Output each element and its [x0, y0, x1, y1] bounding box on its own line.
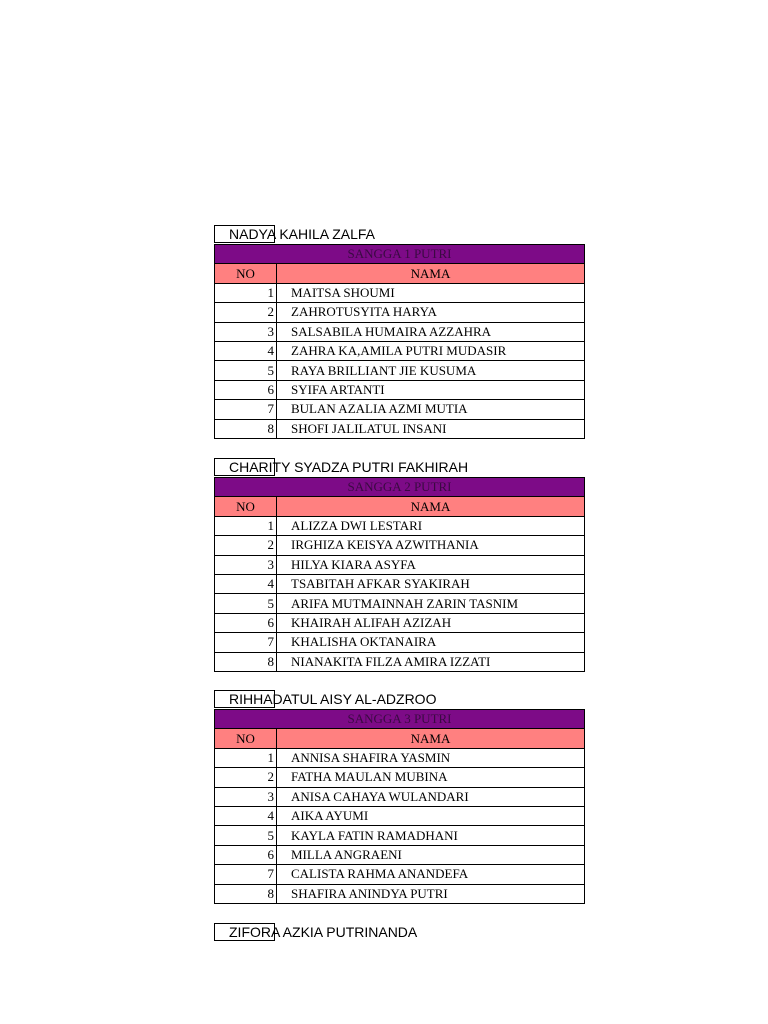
row-name[interactable]: SHAFIRA ANINDYA PUTRI [277, 884, 585, 903]
row-no[interactable]: 8 [215, 419, 277, 438]
row-no[interactable]: 8 [215, 884, 277, 903]
row-name[interactable]: ALIZZA DWI LESTARI [277, 516, 585, 535]
row-name[interactable]: BULAN AZALIA AZMI MUTIA [277, 400, 585, 419]
row-no[interactable]: 6 [215, 380, 277, 399]
row-name[interactable]: FATHA MAULAN MUBINA [277, 768, 585, 787]
table-title: SANGGA 3 PUTRI [215, 710, 585, 729]
table-row [215, 303, 585, 322]
row-name[interactable]: AIKA AYUMI [277, 806, 585, 825]
header-no: NO [215, 729, 277, 748]
row-no[interactable]: 2 [215, 536, 277, 555]
leader-row [214, 690, 584, 709]
table-row [215, 400, 585, 419]
leader-name: ZIFORA AZKIA PUTRINANDA [229, 924, 418, 940]
table-title: SANGGA 1 PUTRI [215, 245, 585, 264]
row-no[interactable]: 2 [215, 768, 277, 787]
row-name[interactable]: ANISA CAHAYA WULANDARI [277, 787, 585, 806]
row-no[interactable]: 7 [215, 633, 277, 652]
row-name[interactable]: RAYA BRILLIANT JIE KUSUMA [277, 361, 585, 380]
table-row [215, 594, 585, 613]
row-name[interactable]: MILLA ANGRAENI [277, 845, 585, 864]
table-row [215, 536, 585, 555]
member-table [214, 709, 585, 904]
row-no[interactable]: 4 [215, 806, 277, 825]
row-no[interactable]: 5 [215, 826, 277, 845]
row-no[interactable]: 6 [215, 845, 277, 864]
row-name[interactable]: ZAHRA KA,AMILA PUTRI MUDASIR [277, 341, 585, 360]
header-nama: NAMA [277, 497, 585, 516]
table-row [215, 633, 585, 652]
row-name[interactable]: ANNISA SHAFIRA YASMIN [277, 748, 585, 767]
header-nama: NAMA [277, 729, 585, 748]
table-row [215, 419, 585, 438]
table-row [215, 768, 585, 787]
row-name[interactable]: HILYA KIARA ASYFA [277, 555, 585, 574]
row-no[interactable]: 2 [215, 303, 277, 322]
row-no[interactable]: 4 [215, 341, 277, 360]
row-no[interactable]: 1 [215, 283, 277, 302]
table-row [215, 806, 585, 825]
table-row [215, 748, 585, 767]
row-name[interactable]: TSABITAH AFKAR SYAKIRAH [277, 574, 585, 593]
table-row [215, 361, 585, 380]
row-name[interactable]: ARIFA MUTMAINNAH ZARIN TASNIM [277, 594, 585, 613]
table-row [215, 865, 585, 884]
row-no[interactable]: 7 [215, 400, 277, 419]
group-sangga-2 [214, 458, 584, 672]
row-name[interactable]: KHALISHA OKTANAIRA [277, 633, 585, 652]
table-row [215, 574, 585, 593]
member-table [214, 244, 585, 439]
leader-row [214, 225, 584, 244]
table-row [215, 652, 585, 671]
table-row [215, 826, 585, 845]
header-nama: NAMA [277, 264, 585, 283]
row-no[interactable]: 1 [215, 748, 277, 767]
row-no[interactable]: 5 [215, 361, 277, 380]
table-row [215, 341, 585, 360]
table-row [215, 322, 585, 341]
row-no[interactable]: 3 [215, 322, 277, 341]
leader-name: RIHHADATUL AISY AL-ADZROO [229, 691, 437, 707]
row-name[interactable]: NIANAKITA FILZA AMIRA IZZATI [277, 652, 585, 671]
table-title: SANGGA 2 PUTRI [215, 478, 585, 497]
row-name[interactable]: KHAIRAH ALIFAH AZIZAH [277, 613, 585, 632]
group-sangga-1 [214, 225, 584, 439]
row-name[interactable]: IRGHIZA KEISYA AZWITHANIA [277, 536, 585, 555]
row-name[interactable]: SHOFI JALILATUL INSANI [277, 419, 585, 438]
member-table [214, 477, 585, 672]
row-no[interactable]: 3 [215, 555, 277, 574]
table-row [215, 787, 585, 806]
row-name[interactable]: MAITSA SHOUMI [277, 283, 585, 302]
row-no[interactable]: 6 [215, 613, 277, 632]
table-row [215, 884, 585, 903]
row-name[interactable]: KAYLA FATIN RAMADHANI [277, 826, 585, 845]
leader-row [214, 923, 584, 942]
header-no: NO [215, 264, 277, 283]
group-sangga-3 [214, 690, 584, 904]
table-row [215, 555, 585, 574]
table-row [215, 516, 585, 535]
row-name[interactable]: CALISTA RAHMA ANANDEFA [277, 865, 585, 884]
table-row [215, 380, 585, 399]
table-row [215, 283, 585, 302]
header-no: NO [215, 497, 277, 516]
table-row [215, 845, 585, 864]
row-no[interactable]: 4 [215, 574, 277, 593]
table-row [215, 613, 585, 632]
row-no[interactable]: 1 [215, 516, 277, 535]
row-name[interactable]: ZAHROTUSYITA HARYA [277, 303, 585, 322]
row-no[interactable]: 8 [215, 652, 277, 671]
leader-name: NADYA KAHILA ZALFA [229, 226, 376, 242]
row-no[interactable]: 3 [215, 787, 277, 806]
row-name[interactable]: SYIFA ARTANTI [277, 380, 585, 399]
row-name[interactable]: SALSABILA HUMAIRA AZZAHRA [277, 322, 585, 341]
row-no[interactable]: 5 [215, 594, 277, 613]
group-sangga-4 [214, 923, 584, 942]
leader-name: CHARITY SYADZA PUTRI FAKHIRAH [229, 459, 469, 475]
leader-row [214, 458, 584, 477]
row-no[interactable]: 7 [215, 865, 277, 884]
